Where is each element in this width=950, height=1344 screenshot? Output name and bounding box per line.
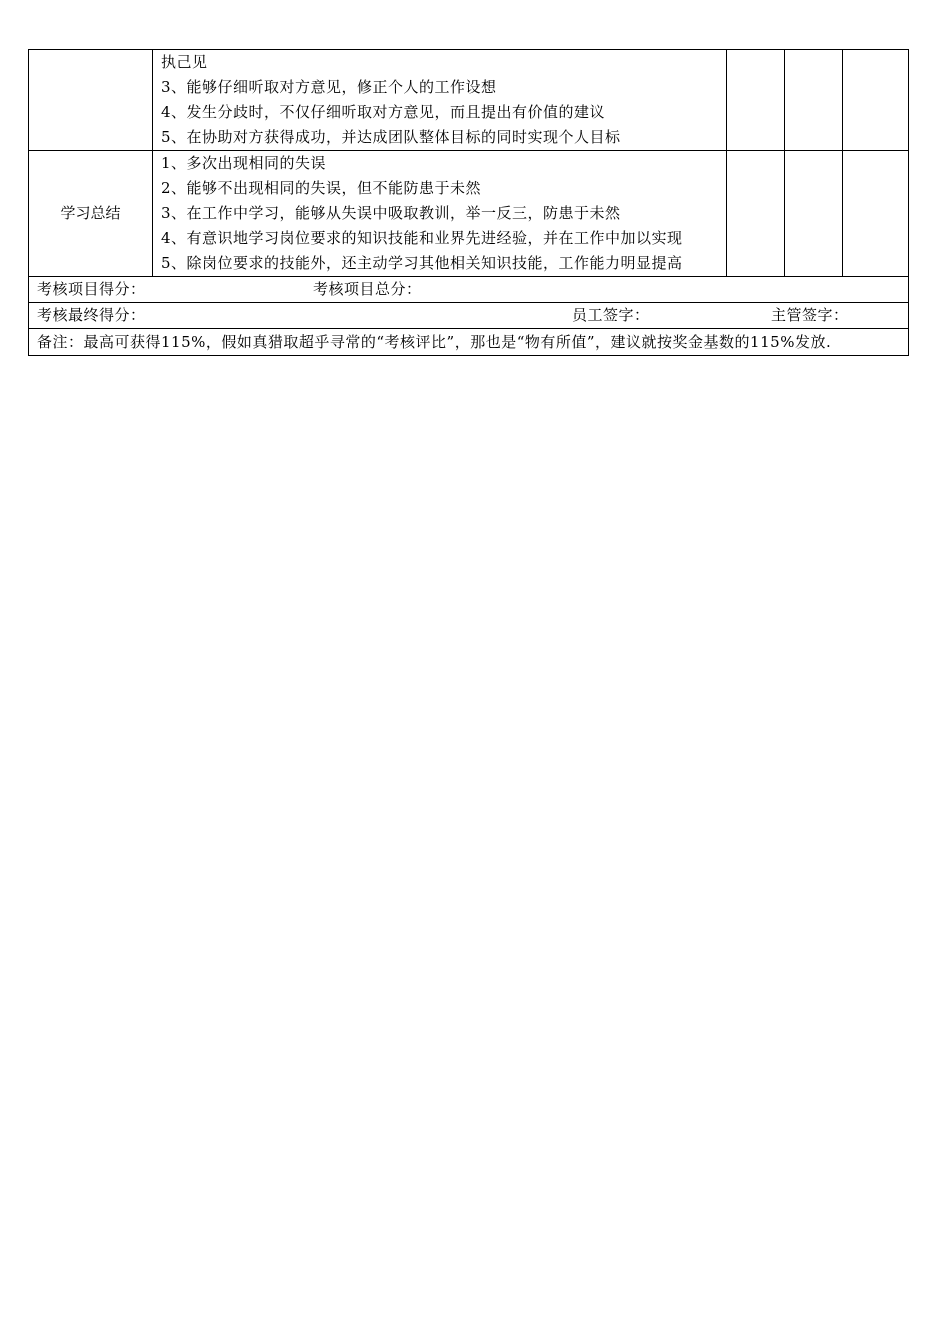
score-cell-peer[interactable] bbox=[785, 151, 843, 277]
criteria-line: 5、在协助对方获得成功，并达成团队整体目标的同时实现个人目标 bbox=[161, 128, 621, 146]
score-cell-self[interactable] bbox=[727, 50, 785, 151]
criteria-line: 1、多次出现相同的失误 bbox=[161, 154, 327, 172]
score-cell-supervisor[interactable] bbox=[843, 50, 909, 151]
note-row bbox=[29, 329, 909, 356]
final-score-label: 考核最终得分： bbox=[37, 306, 146, 324]
score-summary-cell bbox=[29, 277, 909, 303]
supervisor-sign-label[interactable]: 主管签字： bbox=[771, 306, 849, 324]
table-row bbox=[29, 151, 909, 277]
criteria-cell bbox=[153, 50, 727, 151]
criteria-line: 执己见 bbox=[161, 53, 208, 71]
category-cell bbox=[29, 50, 153, 151]
criteria-cell bbox=[153, 151, 727, 277]
signature-row bbox=[29, 303, 909, 329]
category-cell: 学习总结 bbox=[29, 151, 153, 277]
total-score-label: 考核项目总分： bbox=[313, 280, 422, 298]
criteria-line: 2、能够不出现相同的失误，但不能防患于未然 bbox=[161, 179, 482, 197]
criteria-line: 4、有意识地学习岗位要求的知识技能和业界先进经验，并在工作中加以实现 bbox=[161, 229, 683, 247]
signature-cell bbox=[29, 303, 909, 329]
evaluation-table bbox=[28, 49, 909, 356]
note-cell: 备注：最高可获得115%，假如真猎取超乎寻常的“考核评比”，那也是“物有所值”，建议就按奖金基数的115%发放. bbox=[29, 329, 909, 356]
table-row bbox=[29, 50, 909, 151]
criteria-line: 5、除岗位要求的技能外，还主动学习其他相关知识技能，工作能力明显提高 bbox=[161, 254, 683, 272]
score-cell-self[interactable] bbox=[727, 151, 785, 277]
score-cell-supervisor[interactable] bbox=[843, 151, 909, 277]
employee-sign-label[interactable]: 员工签字： bbox=[572, 306, 650, 324]
score-cell-peer[interactable] bbox=[785, 50, 843, 151]
score-summary-row bbox=[29, 277, 909, 303]
evaluation-sheet bbox=[28, 49, 908, 356]
criteria-line: 3、在工作中学习，能够从失误中吸取教训，举一反三，防患于未然 bbox=[161, 204, 621, 222]
criteria-line: 3、能够仔细听取对方意见，修正个人的工作设想 bbox=[161, 78, 497, 96]
item-score-label: 考核项目得分： bbox=[37, 280, 146, 298]
criteria-line: 4、发生分歧时，不仅仔细听取对方意见，而且提出有价值的建议 bbox=[161, 103, 606, 121]
